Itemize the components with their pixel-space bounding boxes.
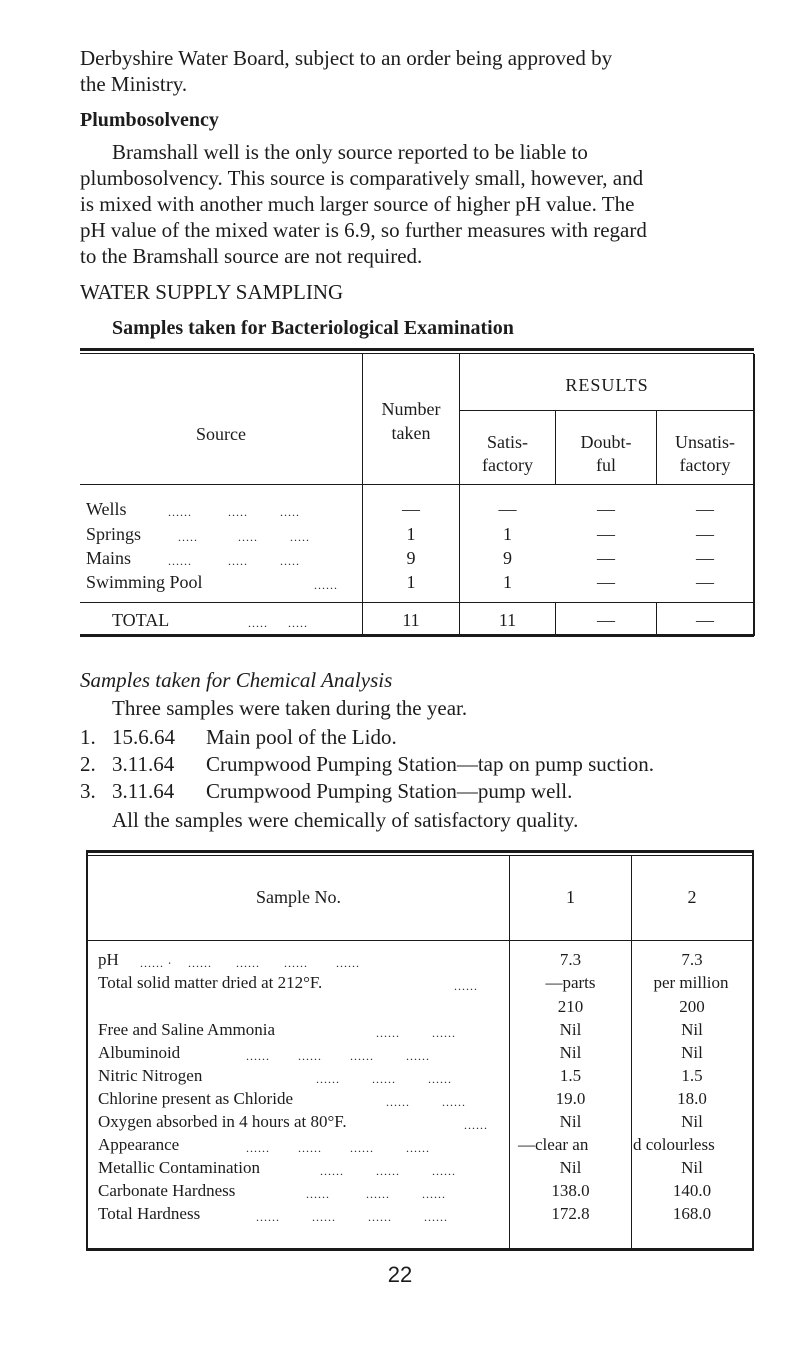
- leader-dots: ...... ......: [386, 1095, 466, 1109]
- bact-results-rule: [460, 410, 754, 411]
- header-source: Source: [196, 424, 246, 444]
- chem-row-v1: 19.0: [555, 1089, 586, 1108]
- row-number: 1: [406, 524, 416, 544]
- chem-vline-left: [86, 853, 88, 1250]
- bact-vline-right: [753, 354, 755, 636]
- chem-item-text: Crumpwood Pumping Station—tap on pump suction.: [206, 752, 655, 776]
- plumbo-line-4: pH value of the mixed water is 6.9, so further measures with regard: [80, 218, 647, 242]
- row-doubtful: —: [597, 499, 615, 519]
- row-doubtful: —: [597, 524, 615, 544]
- row-satisfactory: 9: [503, 548, 512, 568]
- row-number: —: [402, 499, 420, 519]
- chem-top-rule-thin: [86, 855, 754, 856]
- chem-header-rule: [86, 940, 754, 941]
- leader-dots: ......: [454, 979, 478, 993]
- header-satis-1: Satis-: [486, 432, 528, 452]
- chem-row-v2: Nil: [681, 1158, 703, 1177]
- row-satisfactory: 1: [503, 572, 512, 592]
- leader-dots: ...... ...... ......: [320, 1164, 456, 1178]
- row-doubtful: —: [597, 572, 615, 592]
- chem-row-v1: Nil: [559, 1020, 582, 1039]
- header-doubt-2: ful: [596, 455, 616, 475]
- leader-dots: ......: [314, 578, 338, 592]
- bact-top-rule: [80, 348, 754, 351]
- chem-row-v1: 210: [557, 997, 584, 1016]
- chem-row-v2: per million: [653, 973, 729, 992]
- leader-dots: ...... ..... .....: [168, 505, 300, 519]
- chem-row-v2: 7.3: [681, 950, 703, 969]
- row-satisfactory: 1: [503, 524, 512, 544]
- chem-vline-right: [752, 853, 754, 1250]
- chem-row-v2: 18.0: [677, 1089, 707, 1108]
- row-number: 9: [406, 548, 416, 568]
- chem-row-label: Total solid matter dried at 212°F.: [98, 973, 323, 992]
- bact-top-rule-thin: [80, 353, 754, 354]
- header-satis-2: factory: [482, 455, 533, 475]
- plumbo-line-1: Bramshall well is the only source reported to be liable to: [112, 140, 588, 164]
- chem-title: Samples taken for Chemical Analysis: [80, 668, 393, 692]
- chem-item-num: 2.: [80, 752, 96, 776]
- chem-item-num: 3.: [80, 779, 96, 803]
- header-unsatis-2: factory: [679, 455, 731, 475]
- chem-item-date: 3.11.64: [112, 779, 175, 803]
- row-source: Springs: [86, 524, 142, 544]
- total-satisfactory: 11: [498, 610, 517, 630]
- chem-row-v2: Nil: [681, 1020, 703, 1039]
- section-title: WATER SUPPLY SAMPLING: [80, 280, 344, 304]
- leader-dots: ...... ...... ......: [316, 1072, 452, 1086]
- leader-dots: ...... ..... .....: [168, 554, 300, 568]
- plumbo-line-3: is mixed with another much larger source of higher pH value. The: [80, 192, 635, 216]
- leader-dots: ...... ...... ...... ......: [246, 1141, 430, 1155]
- row-source: Mains: [86, 548, 131, 568]
- leader-dots: ..... .....: [248, 616, 308, 630]
- chem-row-v2: 140.0: [672, 1181, 712, 1200]
- chem-row-label: Appearance: [98, 1135, 180, 1154]
- chem-row-label: Nitric Nitrogen: [98, 1066, 203, 1085]
- chem-row-label: Carbonate Hardness: [98, 1181, 236, 1200]
- chem-row-v1: 1.5: [559, 1066, 582, 1085]
- chem-row-v2: 1.5: [681, 1066, 703, 1085]
- leader-dots: ...... ...... ...... ......: [256, 1210, 448, 1224]
- chem-item-num: 1.: [80, 725, 96, 749]
- chem-row-label: Chlorine present as Chloride: [98, 1089, 293, 1108]
- leader-dots: ...... ...... ...... ......: [246, 1049, 430, 1063]
- header-number-1: Number: [381, 399, 441, 419]
- header-sample-no: Sample No.: [256, 887, 341, 907]
- bact-vline-2: [459, 354, 460, 634]
- total-number: 11: [402, 610, 420, 630]
- chem-summary: All the samples were chemically of satisfactory quality.: [112, 808, 579, 832]
- header-doubt-1: Doubt-: [580, 432, 632, 452]
- chem-row-v1: Nil: [559, 1158, 582, 1177]
- header-number-2: taken: [391, 423, 431, 443]
- intro-line-2: the Ministry.: [80, 72, 188, 96]
- chem-row-v1: —clear an: [518, 1135, 589, 1154]
- row-doubtful: —: [597, 548, 615, 568]
- plumbo-line-2: plumbosolvency. This source is comparatively small, however, and: [80, 166, 644, 190]
- leader-dots: ......: [464, 1118, 488, 1132]
- chem-row-label: Free and Saline Ammonia: [98, 1020, 276, 1039]
- chem-item-text: Crumpwood Pumping Station—pump well.: [206, 779, 573, 803]
- chem-item-text: Main pool of the Lido.: [206, 725, 397, 749]
- leader-dots: ...... ∙ ...... ...... ...... ......: [140, 956, 360, 970]
- chem-item-date: 15.6.64: [112, 725, 175, 749]
- bact-vline-1: [362, 354, 363, 634]
- chem-row-label: Total Hardness: [98, 1204, 201, 1223]
- chem-row-v1: Nil: [559, 1112, 582, 1131]
- row-satisfactory: —: [498, 499, 517, 519]
- row-unsatisfactory: —: [696, 524, 714, 544]
- chem-item-date: 3.11.64: [112, 752, 175, 776]
- row-unsatisfactory: —: [696, 499, 714, 519]
- bact-bottom-rule: [80, 634, 754, 637]
- chem-row-v1: 138.0: [551, 1181, 590, 1200]
- plumbo-line-5: to the Bramshall source are not required.: [80, 244, 423, 268]
- leader-dots: ...... ...... ......: [306, 1187, 446, 1201]
- header-sample-2: 2: [687, 887, 697, 907]
- chem-row-label: Oxygen absorbed in 4 hours at 80°F.: [98, 1112, 347, 1131]
- chem-bottom-rule: [86, 1248, 754, 1251]
- page-number: 22: [387, 1262, 413, 1287]
- chem-row-v2: d colourless: [633, 1135, 715, 1154]
- chem-row-v2: Nil: [681, 1112, 703, 1131]
- row-source: Wells: [86, 499, 127, 519]
- leader-dots: ...... ......: [376, 1026, 456, 1040]
- row-unsatisfactory: —: [696, 548, 714, 568]
- bact-total-rule: [80, 602, 754, 603]
- chem-top-rule: [86, 850, 754, 853]
- total-doubtful: —: [597, 610, 615, 630]
- chem-row-v2: Nil: [681, 1043, 703, 1062]
- chem-row-v1: 172.8: [551, 1204, 590, 1223]
- leader-dots: ..... ..... .....: [178, 530, 310, 544]
- intro-line-1: Derbyshire Water Board, subject to an order being approved by: [80, 46, 613, 70]
- total-label: TOTAL: [112, 610, 170, 630]
- chem-row-v2: 168.0: [672, 1204, 712, 1223]
- chem-row-v1: —parts: [545, 973, 596, 992]
- plumbosolvency-heading: Plumbosolvency: [80, 109, 219, 131]
- header-sample-1: 1: [566, 887, 575, 907]
- total-unsatisfactory: —: [696, 610, 714, 630]
- row-number: 1: [406, 572, 416, 592]
- header-unsatis-1: Unsatis-: [675, 432, 735, 452]
- bact-header-rule: [80, 484, 754, 485]
- chem-row-v2: 200: [679, 997, 705, 1016]
- chem-row-label: pH: [98, 950, 119, 969]
- bact-title: Samples taken for Bacteriological Examination: [112, 317, 514, 339]
- chem-intro: Three samples were taken during the year.: [112, 696, 468, 720]
- chem-row-v1: 7.3: [559, 950, 582, 969]
- chem-row-label: Metallic Contamination: [98, 1158, 260, 1177]
- chem-row-label: Albuminoid: [98, 1043, 181, 1062]
- header-results: RESULTS: [565, 375, 649, 395]
- row-unsatisfactory: —: [696, 572, 714, 592]
- chem-row-v1: Nil: [559, 1043, 582, 1062]
- row-source: Swimming Pool: [86, 572, 203, 592]
